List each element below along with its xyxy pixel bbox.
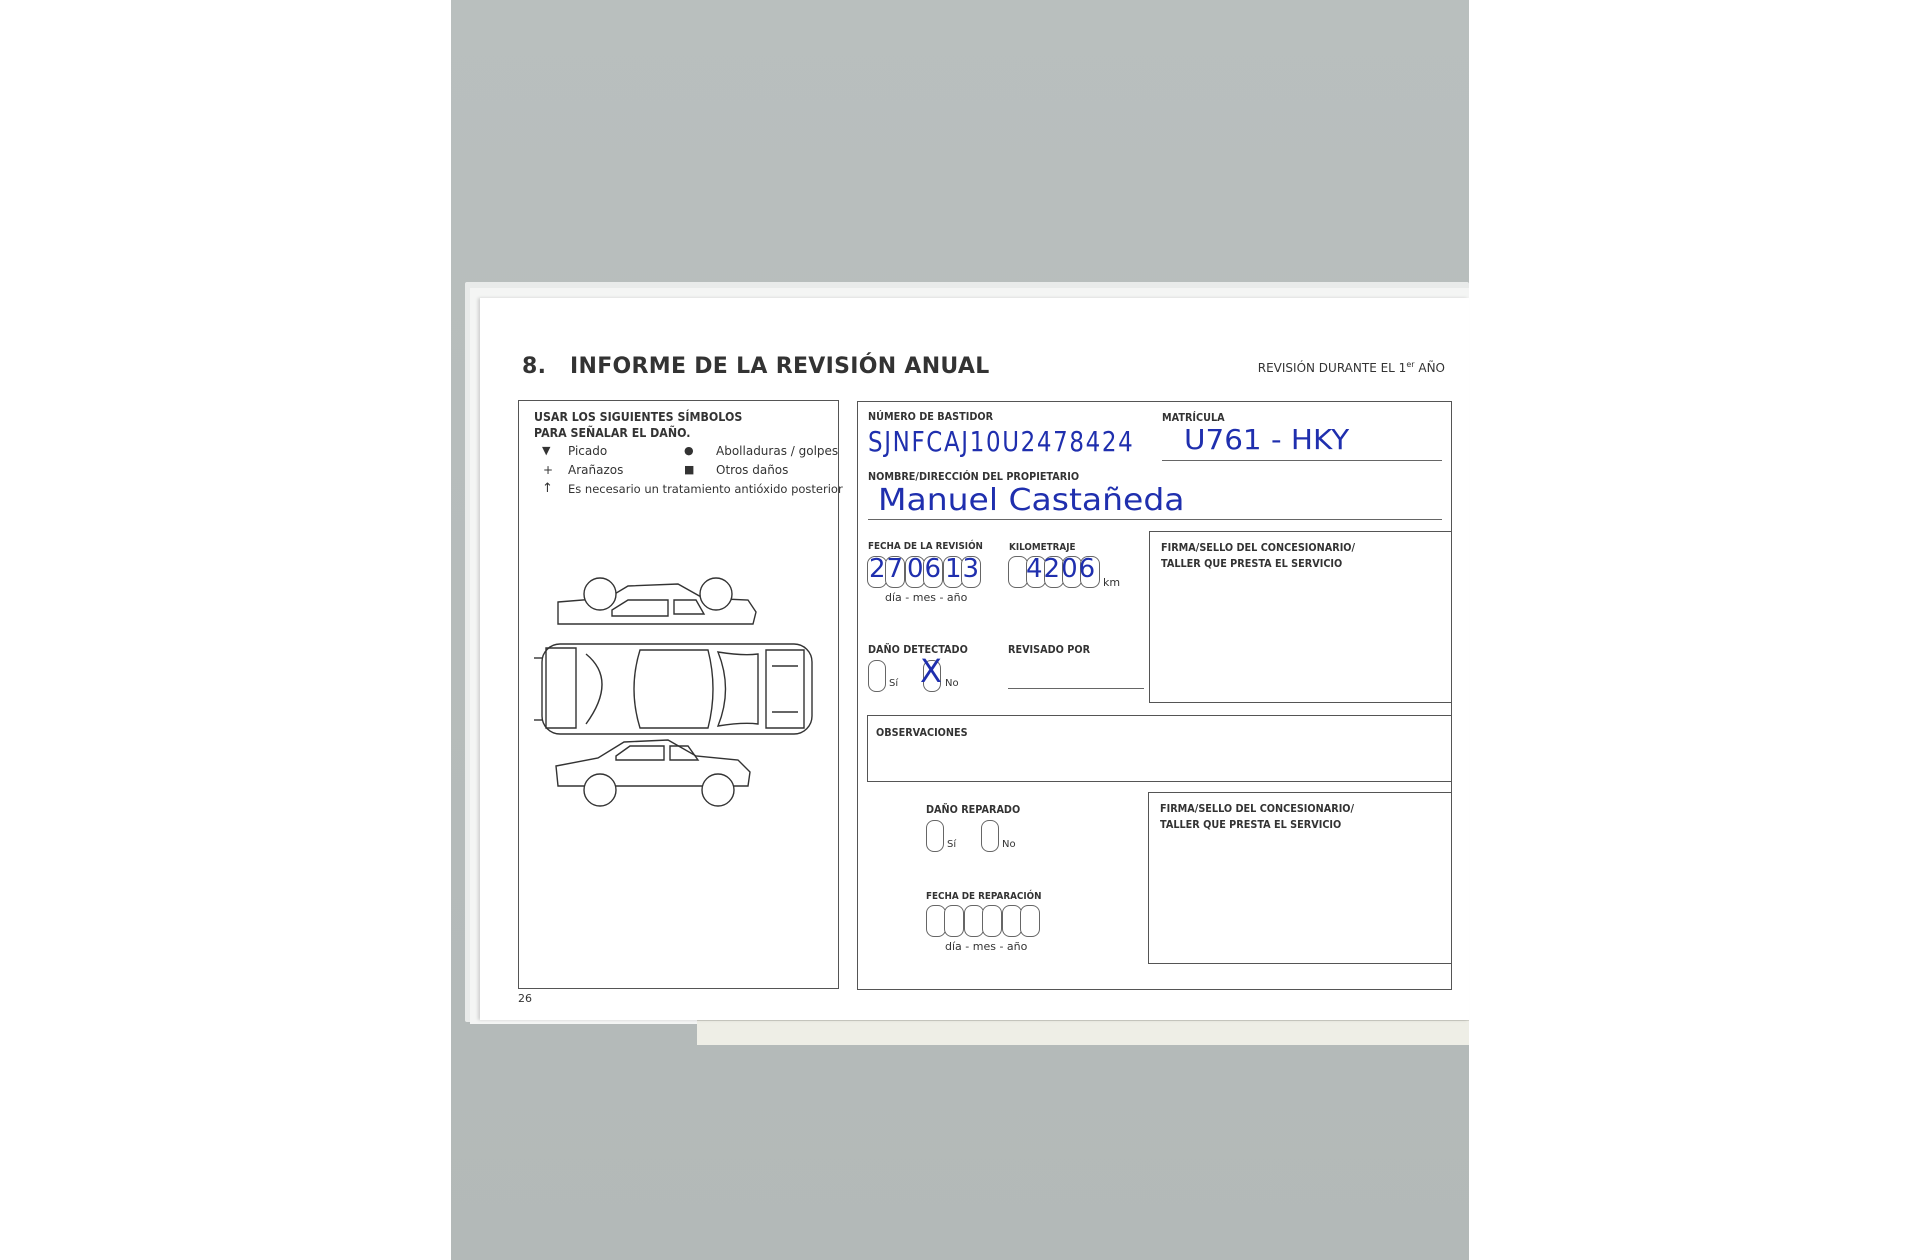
reviewed-by-label: REVISADO POR	[1008, 643, 1091, 656]
km-label: KILOMETRAJE	[1009, 542, 1076, 553]
observations-label: OBSERVACIONES	[876, 726, 968, 739]
owner-underline	[868, 519, 1442, 520]
section-number: 8.	[522, 354, 547, 379]
symbols-heading-line2: PARA SEÑALAR EL DAÑO.	[534, 426, 691, 440]
vin-label: NÚMERO DE BASTIDOR	[868, 410, 994, 423]
signature-label-line2: TALLER QUE PRESTA EL SERVICIO	[1161, 557, 1343, 570]
km-cell-1[interactable]	[1008, 556, 1028, 588]
other-damage-icon: ■	[684, 463, 695, 476]
date-caption: día - mes - año	[885, 591, 968, 604]
km-unit: km	[1103, 576, 1121, 589]
other-damage-label: Otros daños	[716, 463, 789, 477]
reviewed-by-line[interactable]	[1008, 688, 1144, 689]
signature2-label-line1: FIRMA/SELLO DEL CONCESIONARIO/	[1160, 802, 1355, 815]
repair-date-label: FECHA DE REPARACIÓN	[926, 891, 1042, 902]
repair-date-cell-4[interactable]	[982, 905, 1002, 937]
review-date-label: FECHA DE LA REVISIÓN	[868, 541, 983, 552]
picado-icon: ▼	[542, 444, 551, 457]
dent-label: Abolladuras / golpes	[716, 444, 839, 458]
page-subtitle: REVISIÓN DURANTE EL 1er AÑO	[1257, 360, 1445, 375]
damage-repaired-yes-label: Sí	[947, 839, 957, 850]
plate-underline	[1162, 460, 1442, 461]
scratch-label: Arañazos	[568, 463, 624, 477]
rust-treatment-label: Es necesario un tratamiento antióxido posterior	[568, 482, 843, 496]
damage-repaired-no-checkbox[interactable]	[981, 820, 999, 852]
repair-date-caption: día - mes - año	[945, 940, 1028, 953]
date-day-value: 27	[869, 554, 905, 584]
plate-label: MATRÍCULA	[1162, 411, 1225, 424]
damage-repaired-label: DAÑO REPARADO	[926, 803, 1021, 816]
damage-detected-no-label: No	[945, 678, 959, 689]
page-title: INFORME DE LA REVISIÓN ANUAL	[570, 354, 990, 379]
owner-label: NOMBRE/DIRECCIÓN DEL PROPIETARIO	[868, 470, 1080, 483]
signature-label-line1: FIRMA/SELLO DEL CONCESIONARIO/	[1161, 541, 1356, 554]
repair-date-cell-5[interactable]	[1002, 905, 1022, 937]
date-month-value: 06	[907, 554, 943, 584]
rust-treatment-icon: ↑	[542, 481, 553, 496]
signature2-label-line2: TALLER QUE PRESTA EL SERVICIO	[1160, 818, 1342, 831]
plate-value[interactable]: U761 - HKY	[1184, 423, 1350, 456]
damage-detected-yes-label: Sí	[889, 678, 899, 689]
damage-detected-yes-checkbox[interactable]	[868, 660, 886, 692]
owner-value[interactable]: Manuel Castañeda	[878, 483, 1185, 518]
dent-icon: ●	[684, 444, 694, 457]
page-number: 26	[518, 992, 532, 1005]
date-year-value: 13	[945, 554, 981, 584]
repair-date-cell-6[interactable]	[1020, 905, 1040, 937]
document-page	[480, 298, 1469, 1020]
damage-detected-no-mark: X	[920, 652, 942, 690]
damage-repaired-yes-checkbox[interactable]	[926, 820, 944, 852]
scratch-icon: +	[543, 463, 554, 477]
repair-date-cell-2[interactable]	[944, 905, 964, 937]
repair-date-cell-1[interactable]	[926, 905, 946, 937]
repair-date-cell-3[interactable]	[964, 905, 984, 937]
car-damage-diagram	[528, 576, 828, 808]
picado-label: Picado	[568, 444, 608, 458]
vin-field[interactable]	[866, 427, 1156, 457]
bottom-sheet-edge	[697, 1020, 1469, 1045]
damage-repaired-no-label: No	[1002, 839, 1016, 850]
symbols-heading-line1: USAR LOS SIGUIENTES SÍMBOLOS	[534, 410, 743, 424]
damage-detected-label: DAÑO DETECTADO	[868, 643, 968, 656]
km-value: 4206	[1026, 554, 1097, 584]
vin-value: SJNFCAJ10U2478424	[868, 425, 1135, 458]
